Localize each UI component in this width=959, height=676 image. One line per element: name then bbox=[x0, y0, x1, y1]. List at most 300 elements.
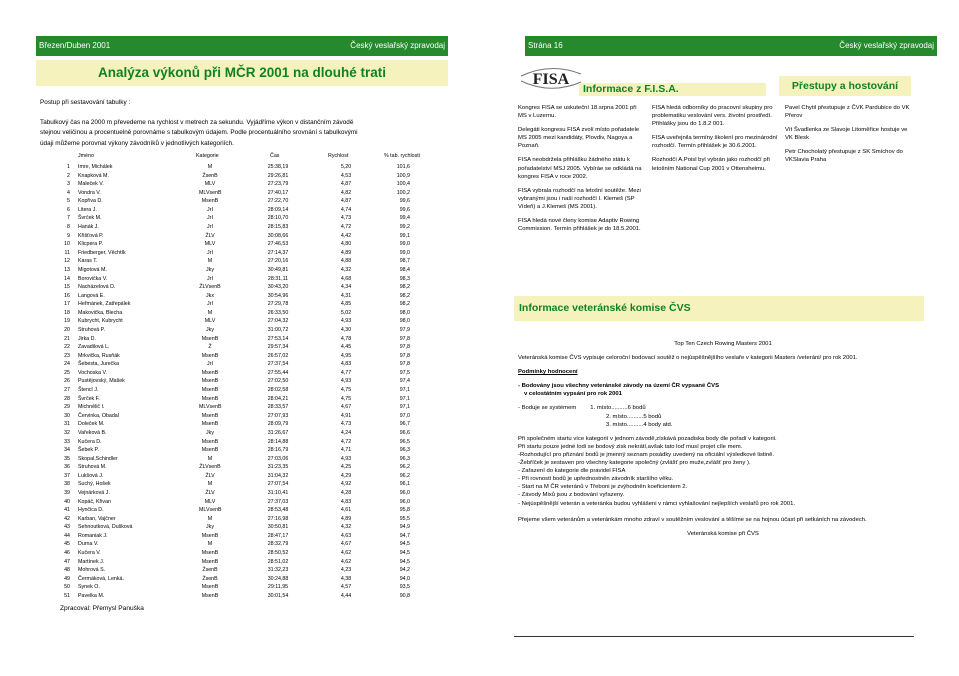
cell-rank: 25 bbox=[64, 369, 70, 376]
cell-category: Jky bbox=[206, 429, 214, 436]
table-row bbox=[0, 506, 470, 515]
cell-speed: 4,75 bbox=[340, 395, 352, 402]
cell-speed: 4,62 bbox=[340, 550, 352, 557]
cell-category: ŽLV bbox=[205, 472, 215, 479]
cell-percent: 96,3 bbox=[399, 447, 410, 454]
cell-speed: 4,53 bbox=[340, 172, 352, 179]
cell-name: Heřmánek, Zatřepálek bbox=[78, 301, 131, 308]
left-header-publication: Český veslařský zpravodaj bbox=[350, 41, 445, 50]
cell-category: ŽsenB bbox=[202, 575, 218, 582]
cell-percent: 99,6 bbox=[399, 206, 410, 213]
veteran-rule-item: Při startu pouze jedné lodi se bodový zisk nekrátí,avšak tato loď musí projet cíle mem. bbox=[518, 443, 743, 450]
cell-percent: 97,1 bbox=[399, 387, 410, 394]
intro-line: Postup při sestavování tabulky : bbox=[40, 99, 131, 106]
cell-category: M bbox=[207, 455, 213, 462]
cell-time: 29:26,81 bbox=[267, 172, 289, 179]
table-row bbox=[0, 317, 470, 326]
cell-category: ŽLVsenB bbox=[199, 284, 221, 291]
cell-speed: 4,68 bbox=[340, 275, 352, 282]
cell-rank: 48 bbox=[64, 567, 70, 574]
cell-rank: 50 bbox=[64, 584, 70, 591]
col-percent-header: % tab. rychlosti bbox=[384, 153, 420, 159]
cell-name: Švrček F. bbox=[78, 395, 100, 402]
veteran-rule-item: Při společném startu více kategorií v jednom závodě,získává pozadiska body dle pořadí v kategorii. bbox=[518, 435, 777, 442]
cell-name: Knapková M. bbox=[78, 172, 109, 179]
table-row bbox=[0, 566, 470, 575]
cell-speed: 4,80 bbox=[340, 241, 352, 248]
table-row bbox=[0, 438, 470, 447]
cell-category: JrI bbox=[207, 301, 213, 308]
cell-category: ŽsenB bbox=[202, 567, 218, 574]
cell-rank: 24 bbox=[64, 361, 70, 368]
cell-time: 31:26,67 bbox=[267, 429, 289, 436]
cell-category: MsenB bbox=[201, 558, 219, 565]
cell-time: 31:32,23 bbox=[267, 567, 289, 574]
cell-time: 28:16,79 bbox=[267, 447, 289, 454]
cell-percent: 98,3 bbox=[399, 275, 410, 282]
cell-speed: 4,92 bbox=[340, 481, 352, 488]
cell-name: Mrkvička, Rusňák bbox=[78, 352, 120, 359]
cell-time: 27:46,53 bbox=[267, 241, 289, 248]
cell-time: 27:02,50 bbox=[267, 378, 289, 385]
cell-percent: 96,2 bbox=[399, 464, 410, 471]
cell-category: JrI bbox=[207, 224, 213, 231]
cell-category: MsenB bbox=[201, 550, 219, 557]
cell-rank: 19 bbox=[64, 318, 70, 325]
cell-percent: 94,2 bbox=[399, 567, 410, 574]
cell-time: 31:00,72 bbox=[267, 326, 289, 333]
cell-category: ŽsenB bbox=[202, 172, 218, 179]
cell-time: 30:50,81 bbox=[267, 524, 289, 531]
cell-name: Nacházelová D. bbox=[78, 284, 116, 291]
table-row bbox=[0, 343, 470, 352]
cell-percent: 97,8 bbox=[399, 352, 410, 359]
cell-category: MsenB bbox=[201, 378, 219, 385]
cell-name: Imre, Michálek bbox=[78, 164, 113, 170]
fisa-news-item: FISA hledá odborníky do pracovní skupiny pro problematiku veslování vers. životní prostředí. Přihlášky jsou do 1.8.2 001. bbox=[652, 105, 773, 128]
cell-percent: 99,0 bbox=[399, 249, 410, 256]
veteran-points-intro bbox=[518, 404, 928, 412]
cell-name: Maleček V. bbox=[78, 181, 104, 188]
transfer-item: Petr Chocholatý přestupuje z SK Smíchov do VKSlavia Praha bbox=[785, 149, 903, 164]
cell-time: 29:57,34 bbox=[267, 344, 289, 351]
cell-speed: 4,93 bbox=[340, 318, 352, 325]
cell-time: 27:29,78 bbox=[267, 301, 289, 308]
cell-rank: 29 bbox=[64, 404, 70, 411]
cell-speed: 4,62 bbox=[340, 558, 352, 565]
cell-percent: 94,5 bbox=[399, 558, 410, 565]
table-header bbox=[0, 153, 470, 163]
cell-name: Durna V. bbox=[78, 541, 99, 548]
fisa-info-title: Informace z F.I.S.A. bbox=[579, 83, 766, 96]
cell-category: JrI bbox=[207, 361, 213, 368]
cell-name: Kopáč, Křivan bbox=[78, 498, 111, 505]
cell-category: Jky bbox=[206, 266, 214, 273]
table-row bbox=[0, 463, 470, 472]
transfers-title: Přestupy a hostování bbox=[779, 76, 911, 96]
cell-rank: 47 bbox=[64, 558, 70, 565]
cell-percent: 97,1 bbox=[399, 404, 410, 411]
table-row bbox=[0, 592, 470, 601]
table-row bbox=[0, 472, 470, 481]
cell-rank: 40 bbox=[64, 498, 70, 505]
table-row bbox=[0, 232, 470, 241]
table-row bbox=[0, 335, 470, 344]
cell-name: Zavadilová L. bbox=[78, 344, 110, 351]
table-row bbox=[0, 377, 470, 386]
fisa-column-2 bbox=[652, 104, 778, 179]
cell-percent: 98,7 bbox=[399, 258, 410, 265]
cell-rank: 46 bbox=[64, 550, 70, 557]
cell-rank: 36 bbox=[64, 464, 70, 471]
cell-rank: 35 bbox=[64, 455, 70, 462]
table-row bbox=[0, 360, 470, 369]
cell-category: MsenB bbox=[201, 412, 219, 419]
cell-rank: 28 bbox=[64, 395, 70, 402]
cell-name: Doleček M. bbox=[78, 421, 105, 428]
cell-category: M bbox=[207, 164, 213, 170]
cell-rank: 22 bbox=[64, 344, 70, 351]
cell-time: 28:51,02 bbox=[267, 558, 289, 565]
table-row bbox=[0, 214, 470, 223]
cell-category: MLV bbox=[204, 318, 216, 325]
cell-category: MsenB bbox=[201, 447, 219, 454]
table-row bbox=[0, 257, 470, 266]
cell-name: Švrček M. bbox=[78, 215, 102, 222]
cell-time: 27:40,17 bbox=[267, 189, 289, 196]
points-3: 3. místo..........4 body atd. bbox=[606, 421, 673, 428]
cell-name: Struhová M. bbox=[78, 464, 107, 471]
cell-rank: 43 bbox=[64, 524, 70, 531]
cell-rank: 37 bbox=[64, 472, 70, 479]
points-2: 2. místo..........5 bodů bbox=[606, 413, 662, 420]
veteran-closing: Přejeme všem veteránům a veteránkám mnoho zdraví v soutěžním veslování a těšíme se na hojnou účast při setkáních na závodech. bbox=[518, 516, 867, 523]
table-row bbox=[0, 583, 470, 592]
cell-name: Vondra V. bbox=[78, 189, 101, 196]
cell-speed: 4,91 bbox=[340, 412, 352, 419]
cell-category: MsenB bbox=[201, 584, 219, 591]
cell-rank: 10 bbox=[64, 241, 70, 248]
right-header-page: Strána 16 bbox=[528, 41, 563, 50]
cell-category: MLV bbox=[204, 241, 216, 248]
col-category-header: Kategorie bbox=[196, 153, 219, 159]
cell-category: MsenB bbox=[201, 592, 219, 599]
cell-percent: 97,9 bbox=[399, 326, 410, 333]
cell-speed: 5,02 bbox=[340, 309, 352, 316]
fisa-news-item: FISA neobdržela přihlášku žádného státu k pořadatelství MSJ 2005. Vybíráe se odkládá na kongres FISA v roce 2002. bbox=[518, 157, 642, 180]
cell-percent: 97,8 bbox=[399, 335, 410, 342]
cell-category: MLV bbox=[204, 498, 216, 505]
cell-speed: 4,57 bbox=[340, 584, 352, 591]
cell-time: 27:16,98 bbox=[267, 515, 289, 522]
cell-speed: 4,28 bbox=[340, 489, 352, 496]
cell-name: Štencl J. bbox=[78, 387, 99, 394]
cell-time: 27:23,79 bbox=[267, 181, 289, 188]
cell-name: Kučera D. bbox=[78, 438, 102, 445]
intro-paragraph: Tabulkový čas na 2000 m převedeme na rychlost v metrech za sekundu. Vyjádříme výkon v distančním závodě stejnou veličinou a procentuelně porovnáme s tabulkovým údajem. Podle procentuálního srovnání s tabulkovými údaji můžeme porovnat výkony závodníků v jednotlivých kategoriích. bbox=[40, 118, 358, 148]
cell-name: Mohrová S. bbox=[78, 567, 106, 574]
cell-category: Jky bbox=[206, 524, 214, 531]
veteran-rules bbox=[518, 435, 928, 508]
table-row bbox=[0, 446, 470, 455]
author-credit: Zpracoval: Přemysl Panuška bbox=[60, 605, 144, 612]
cell-category: MsenB bbox=[201, 387, 219, 394]
table-row bbox=[0, 206, 470, 215]
cell-rank: 33 bbox=[64, 438, 70, 445]
table-row bbox=[0, 575, 470, 584]
cell-time: 29:11,95 bbox=[267, 584, 289, 591]
cell-name: Karban, Vajčner bbox=[78, 515, 116, 522]
veteran-rule-item: -Žebříček je sestaven pro všechny kategorie společný (zvlášť pro muže,zvlášť pro ženy ). bbox=[518, 460, 751, 467]
cell-speed: 4,71 bbox=[340, 447, 352, 454]
cell-rank: 32 bbox=[64, 429, 70, 436]
cell-time: 30:24,88 bbox=[267, 575, 289, 582]
cell-time: 31:04,32 bbox=[267, 472, 289, 479]
cell-rank: 2 bbox=[67, 172, 70, 179]
table-row bbox=[0, 420, 470, 429]
cell-name: Kučera V. bbox=[78, 550, 101, 557]
cell-percent: 97,8 bbox=[399, 361, 410, 368]
cell-name: Suchý, Hošek bbox=[78, 481, 111, 488]
cell-time: 28:10,70 bbox=[267, 215, 289, 222]
cell-name: Skopal,Schindler bbox=[78, 455, 118, 462]
cell-percent: 96,1 bbox=[399, 481, 410, 488]
cell-rank: 18 bbox=[64, 309, 70, 316]
cell-speed: 4,32 bbox=[340, 266, 352, 273]
cell-rank: 39 bbox=[64, 489, 70, 496]
cell-percent: 99,2 bbox=[399, 224, 410, 231]
cell-rank: 31 bbox=[64, 421, 70, 428]
cell-speed: 4,23 bbox=[340, 567, 352, 574]
cell-time: 31:23,35 bbox=[267, 464, 289, 471]
cell-speed: 4,42 bbox=[340, 232, 352, 239]
cell-time: 28:09,79 bbox=[267, 421, 289, 428]
cell-time: 30:54,96 bbox=[267, 292, 289, 299]
fisa-news-item: FISA hledá nové členy komise Adaptiv Rowing Commission. Termín přihlášek je do 18.5.2001. bbox=[518, 218, 641, 233]
cell-time: 27:37,54 bbox=[267, 361, 289, 368]
cell-category: MsenB bbox=[201, 369, 219, 376]
table-row bbox=[0, 352, 470, 361]
left-page bbox=[0, 0, 470, 676]
cell-time: 28:09,14 bbox=[267, 206, 289, 213]
cell-time: 28:33,57 bbox=[267, 404, 289, 411]
table-row bbox=[0, 498, 470, 507]
cell-category: M bbox=[207, 481, 213, 488]
table-row bbox=[0, 532, 470, 541]
cell-speed: 4,73 bbox=[340, 215, 352, 222]
cell-speed: 4,44 bbox=[340, 592, 352, 599]
cell-speed: 4,63 bbox=[340, 532, 352, 539]
cell-time: 27:22,70 bbox=[267, 198, 289, 205]
cell-time: 30:01,54 bbox=[267, 592, 289, 599]
cell-rank: 49 bbox=[64, 575, 70, 582]
cell-speed: 4,74 bbox=[340, 206, 352, 213]
cell-percent: 96,0 bbox=[399, 489, 410, 496]
cell-percent: 94,9 bbox=[399, 524, 410, 531]
cell-speed: 4,67 bbox=[340, 404, 352, 411]
cell-rank: 15 bbox=[64, 284, 70, 291]
cell-time: 27:14,37 bbox=[267, 249, 289, 256]
cell-speed: 4,82 bbox=[340, 189, 352, 196]
veteran-title: Informace veteránské komise ČVS bbox=[514, 296, 924, 321]
cell-category: ŽLVsenB bbox=[199, 464, 221, 471]
cell-name: Hanák J. bbox=[78, 224, 99, 231]
cell-rank: 11 bbox=[64, 249, 70, 256]
cell-time: 30:43,20 bbox=[267, 284, 289, 291]
fisa-news-item: Delegáti kongresu FISA zvolí místo pořadatele MS 2005 mezi kandidáty, Plovdiv, Nagoya a Poznaň. bbox=[518, 127, 640, 150]
cell-rank: 38 bbox=[64, 481, 70, 488]
cell-category: MsenB bbox=[201, 335, 219, 342]
cell-rank: 23 bbox=[64, 352, 70, 359]
transfer-item: Pavel Chytil přestupuje z ČVK Pardubice do VK Přerov bbox=[785, 105, 910, 120]
veteran-rule-item: - Při rovnosti bodů je upřednostněn závodník staršího věku. bbox=[518, 476, 674, 483]
cell-rank: 45 bbox=[64, 541, 70, 548]
table-row bbox=[0, 249, 470, 258]
cell-name: Sehnoutková, Dušková bbox=[78, 524, 133, 531]
table-row bbox=[0, 189, 470, 198]
fisa-logo bbox=[519, 60, 583, 94]
cell-rank: 7 bbox=[67, 215, 70, 222]
table-row bbox=[0, 292, 470, 301]
cell-speed: 4,29 bbox=[340, 472, 352, 479]
table-row bbox=[0, 489, 470, 498]
cell-speed: 4,88 bbox=[340, 258, 352, 265]
cell-speed: 4,87 bbox=[340, 198, 352, 205]
table-row bbox=[0, 515, 470, 524]
cell-rank: 12 bbox=[64, 258, 70, 265]
table-row bbox=[0, 223, 470, 232]
transfer-item: Vít Švadlenka ze Slavoje Litoměřice hostuje ve VK Blesk bbox=[785, 127, 908, 142]
col-name-header: Jméno bbox=[78, 153, 94, 159]
cell-category: JrI bbox=[207, 206, 213, 213]
cell-speed: 4,83 bbox=[340, 498, 352, 505]
cell-percent: 97,5 bbox=[399, 369, 410, 376]
cell-category: Ž bbox=[208, 344, 212, 351]
cell-category: MLVsenB bbox=[199, 404, 222, 411]
cell-time: 28:47,17 bbox=[267, 532, 289, 539]
cell-name: Vařeková B. bbox=[78, 429, 107, 436]
veteran-rule-1a: - Bodovány jsou všechny veteránské závody na území ČR vypsané ČVS bbox=[518, 383, 720, 390]
cell-time: 27:04,32 bbox=[267, 318, 289, 325]
cell-name: Romaniak J. bbox=[78, 532, 108, 539]
table-row bbox=[0, 403, 470, 412]
table-row bbox=[0, 180, 470, 189]
cell-speed: 5,20 bbox=[340, 164, 352, 170]
cell-rank: 26 bbox=[64, 378, 70, 385]
cell-name: Synek O. bbox=[78, 584, 100, 591]
footer-divider bbox=[514, 636, 914, 637]
cell-name: Struhová P. bbox=[78, 326, 105, 333]
cell-percent: 100,2 bbox=[396, 189, 410, 196]
cell-time: 31:10,41 bbox=[267, 489, 289, 496]
results-table bbox=[0, 163, 470, 600]
veteran-rule-2: - Boduje se systémem bbox=[518, 405, 577, 412]
cell-rank: 13 bbox=[64, 266, 70, 273]
veteran-rule-item: - Zařazení do kategorie dle pravidel FISA bbox=[518, 468, 626, 475]
table-row bbox=[0, 240, 470, 249]
table-row bbox=[0, 309, 470, 318]
cell-time: 27:20,16 bbox=[267, 258, 289, 265]
cell-rank: 17 bbox=[64, 301, 70, 308]
cell-name: Červinka, Obadal bbox=[78, 412, 119, 419]
cell-time: 28:50,52 bbox=[267, 550, 289, 557]
cell-speed: 4,85 bbox=[340, 301, 352, 308]
cell-name: Vochoska V. bbox=[78, 369, 107, 376]
cell-percent: 90,8 bbox=[399, 592, 410, 599]
cell-time: 27:07,93 bbox=[267, 412, 289, 419]
cell-rank: 42 bbox=[64, 515, 70, 522]
cell-name: Litera J. bbox=[78, 206, 97, 213]
cell-percent: 98,0 bbox=[399, 318, 410, 325]
cell-percent: 99,4 bbox=[399, 215, 410, 222]
table-row bbox=[0, 386, 470, 395]
cell-percent: 93,5 bbox=[399, 584, 410, 591]
cell-speed: 4,77 bbox=[340, 369, 352, 376]
cell-percent: 98,2 bbox=[399, 301, 410, 308]
table-row bbox=[0, 197, 470, 206]
cell-rank: 8 bbox=[67, 224, 70, 231]
cell-category: Jky bbox=[206, 326, 214, 333]
table-row bbox=[0, 523, 470, 532]
cell-rank: 51 bbox=[64, 592, 70, 599]
cell-percent: 94,7 bbox=[399, 532, 410, 539]
cell-rank: 6 bbox=[67, 206, 70, 213]
cell-name: Martínek J. bbox=[78, 558, 105, 565]
cell-name: Šebesta, Jurečka bbox=[78, 361, 119, 368]
cell-percent: 96,3 bbox=[399, 455, 410, 462]
cell-rank: 41 bbox=[64, 507, 70, 514]
cell-speed: 4,38 bbox=[340, 575, 352, 582]
cell-percent: 97,0 bbox=[399, 412, 410, 419]
cell-speed: 4,24 bbox=[340, 429, 352, 436]
cell-rank: 4 bbox=[67, 189, 70, 196]
cell-percent: 98,0 bbox=[399, 309, 410, 316]
cell-time: 27:03,06 bbox=[267, 455, 289, 462]
cell-speed: 4,34 bbox=[340, 284, 352, 291]
cell-speed: 4,61 bbox=[340, 507, 352, 514]
fisa-column-1 bbox=[518, 104, 645, 239]
cell-percent: 99,1 bbox=[399, 232, 410, 239]
table-row bbox=[0, 283, 470, 292]
table-row bbox=[0, 412, 470, 421]
cell-percent: 100,4 bbox=[396, 181, 410, 188]
cell-rank: 5 bbox=[67, 198, 70, 205]
table-row bbox=[0, 455, 470, 464]
cell-name: Friedberger, Věchtík bbox=[78, 249, 126, 256]
cell-rank: 14 bbox=[64, 275, 70, 282]
cell-percent: 95,5 bbox=[399, 515, 410, 522]
cell-category: ŽLV bbox=[205, 489, 215, 496]
cell-category: ŽLV bbox=[205, 232, 215, 239]
points-1: 1. místo..........6 bodů bbox=[590, 405, 646, 412]
cell-time: 28:32,79 bbox=[267, 541, 289, 548]
table-row bbox=[0, 429, 470, 438]
fisa-news-item: FISA uveřejnila termíny školení pro mezinárodní rozhodčí. Termín přihlášek je 30.6.2001. bbox=[652, 135, 778, 150]
veteran-heading: Top Ten Czech Rowing Masters 2001 bbox=[674, 341, 772, 347]
cell-time: 28:04,21 bbox=[267, 395, 289, 402]
cell-percent: 96,0 bbox=[399, 498, 410, 505]
intro-text bbox=[40, 98, 370, 159]
cell-percent: 96,2 bbox=[399, 472, 410, 479]
table-row bbox=[0, 275, 470, 284]
cell-time: 27:53,14 bbox=[267, 335, 289, 342]
cell-rank: 1 bbox=[67, 164, 70, 170]
cell-name: Borovička V. bbox=[78, 275, 108, 282]
cell-category: MLVsenB bbox=[199, 507, 222, 514]
veteran-section bbox=[518, 340, 928, 538]
cell-time: 26:57,02 bbox=[267, 352, 289, 359]
veteran-signature: Veteránská komise při ČVS bbox=[687, 530, 759, 537]
